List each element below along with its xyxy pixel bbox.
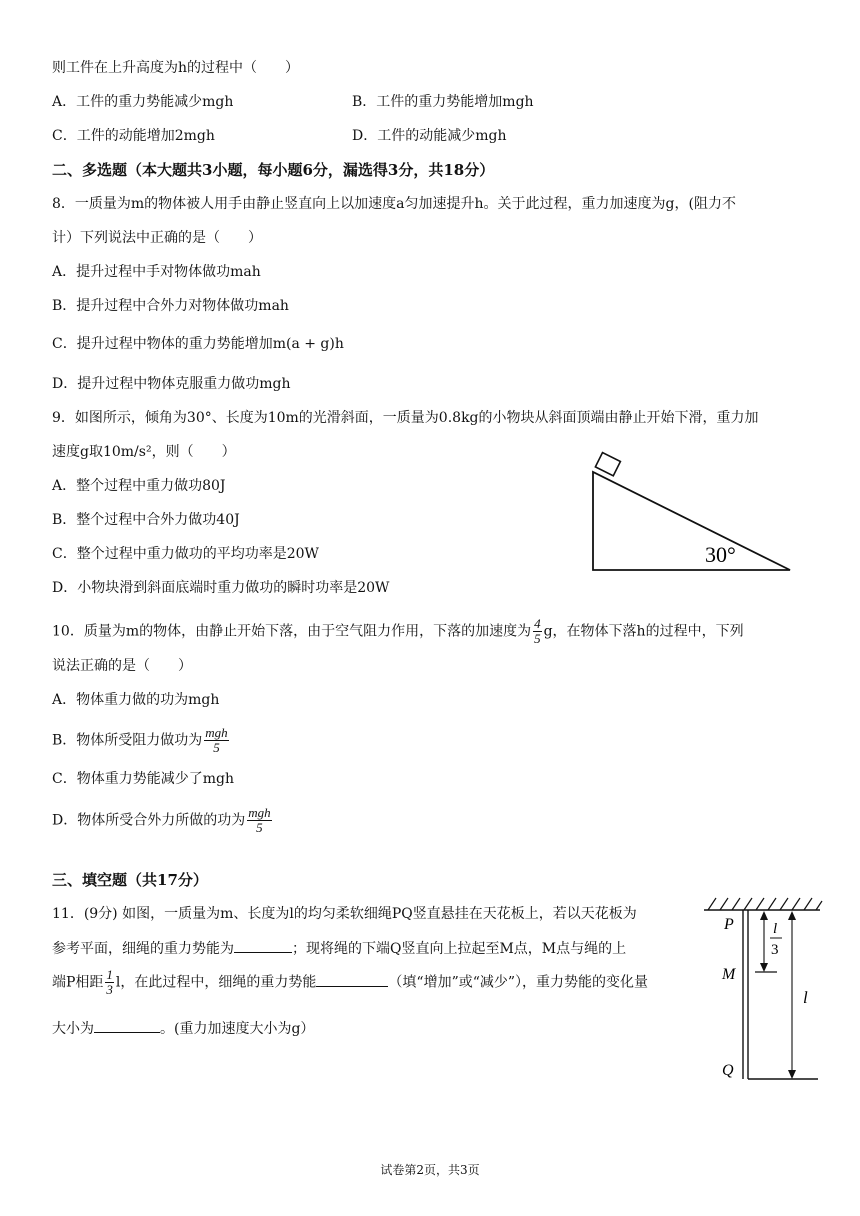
label-l3-den: 3 [771,942,779,958]
frac-denominator: 5 [213,740,220,755]
q10-option-b-fraction [204,726,228,755]
q8-stem-line2: 计）下列说法中正确的是（ ） [52,230,262,246]
q11-line3-part3: （填“增加”或“减少”），重力势能的变化量 [388,974,649,991]
frac-numerator: 1 [106,967,113,982]
block [595,453,620,476]
l3-arrow-head-top [760,911,768,920]
q10-option-d-fraction [247,806,271,835]
frac-denominator: 3 [106,982,113,997]
q10-option-b [52,726,231,755]
q10-stem-part2: g，在物体下落h的过程中，下列 [543,623,744,640]
q9-option-c: C．整个过程中重力做功的平均功率是20W [52,546,319,562]
q11-stem-line2 [52,938,626,959]
incline-angle-label: 30° [705,542,736,567]
q9-stem-line2: 速度g取10m/s²，则（ ） [52,444,236,460]
frac-numerator: mgh [248,805,271,820]
q11-line2-part2: ；现将绳的下端Q竖直向上拉起至M点，M点与绳的上 [292,941,627,957]
label-l3-num: l [773,921,778,937]
q11-line4-part2: 。(重力加速度大小为g） [160,1021,315,1037]
section-3-header: 三、填空题（共17分） [52,871,208,889]
q9-option-d: D．小物块滑到斜面底端时重力做功的瞬时功率是20W [52,580,390,596]
q10-stem-part1: 10．质量为m的物体，由静止开始下落，由于空气阻力作用，下落的加速度为 [52,623,532,640]
q7-option-b: B．工件的重力势能增加mgh [352,94,534,110]
ceiling-hatch [708,898,822,910]
q10-fraction-4-5 [533,617,542,646]
label-l: l [803,988,808,1007]
q8-option-d: D．提升过程中物体克服重力做功mgh [52,376,291,392]
answer-blank-3[interactable] [94,1018,160,1033]
q8-option-b: B．提升过程中合外力对物体做功mah [52,298,289,314]
section-2-header: 二、多选题（本大题共3小题，每小题6分，漏选得3分，共18分） [52,161,495,179]
q10-option-a: A．物体重力做的功为mgh [52,692,220,708]
incline-triangle [593,472,790,570]
q8-option-a: A．提升过程中手对物体做功mah [52,264,261,280]
frac-numerator: mgh [205,725,228,740]
q8-stem-line1: 8．一质量为m的物体被人用手由静止竖直向上以加速度a匀加速提升h。关于此过程，重力加速度为g，(阻力不 [52,196,736,212]
q11-stem-line4 [52,1018,314,1039]
l-arrow-head-top [788,911,796,920]
q7-option-c: C．工件的动能增加2mgh [52,128,215,144]
answer-blank-2[interactable] [316,972,388,987]
q10-option-b-text: B．物体所受阻力做功为 [52,732,203,749]
q9-option-b: B．整个过程中合外力做功40J [52,512,240,528]
q10-option-d-text: D．物体所受合外力所做的功为 [52,812,246,829]
q10-option-c: C．物体重力势能减少了mgh [52,771,234,787]
frac-numerator: 4 [534,616,541,631]
frac-denominator: 5 [534,631,541,646]
q11-line4-part1: 大小为 [52,1021,94,1037]
answer-blank-1[interactable] [234,938,292,953]
label-p: P [724,916,734,933]
q11-stem-line1: 11．(9分) 如图，一质量为m、长度为l的均匀柔软细绳PQ竖直悬挂在天花板上，若以天花板为 [52,906,637,922]
q10-option-d [52,806,274,835]
q11-line3-part2: l，在此过程中，细绳的重力势能 [115,974,317,991]
q11-line3-part1: 端P相距 [52,974,104,991]
q7-option-a: A．工件的重力势能减少mgh [52,94,234,110]
label-q: Q [722,1062,734,1079]
l-arrow-head-bottom [788,1070,796,1079]
page-footer: 试卷第2页，共3页 [380,1163,480,1177]
q11-line2-part1: 参考平面，细绳的重力势能为 [52,941,234,957]
q9-stem-line1: 9．如图所示，倾角为30°、长度为10m的光滑斜面，一质量为0.8kg的小物块从斜面顶端由静止开始下滑，重力加 [52,410,759,426]
q10-stem-line2: 说法正确的是（ ） [52,658,192,674]
q7-stem: 则工件在上升高度为h的过程中（ ） [52,60,300,76]
frac-denominator: 5 [256,820,263,835]
l3-arrow-head-bottom [760,963,768,972]
q9-option-a: A．整个过程中重力做功80J [52,478,226,494]
q10-stem-line1 [52,617,744,646]
q11-stem-line3 [52,968,648,997]
q8-option-c: C．提升过程中物体的重力势能增加m(a + g)h [52,336,344,352]
q11-fraction-1-3 [105,968,114,997]
q7-option-d: D．工件的动能减少mgh [352,128,507,144]
rope-figure [700,893,825,1085]
incline-figure [585,448,800,576]
label-m: M [722,966,736,983]
